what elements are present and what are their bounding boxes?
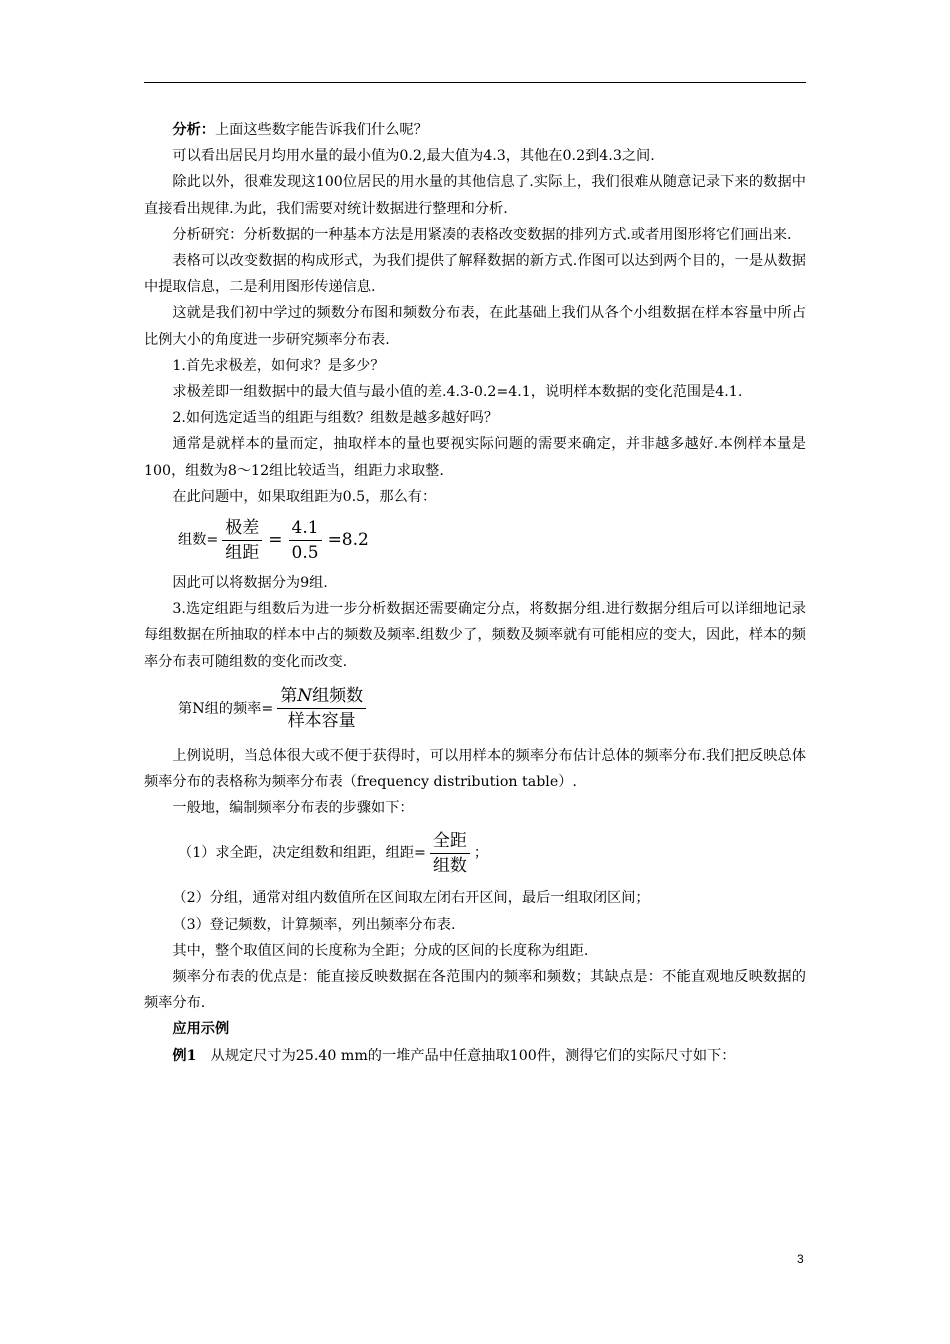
paragraph: 1.首先求极差，如何求？是多少？	[172, 357, 385, 374]
header-rule	[144, 82, 806, 83]
paragraph-text: 上面这些数字能告诉我们什么呢？	[214, 122, 428, 138]
numerator-part: 第	[280, 686, 298, 707]
fraction-denominator: 组数	[432, 855, 467, 876]
fraction-denominator: 组距	[225, 542, 260, 563]
variable-n: N	[297, 686, 313, 707]
paragraph-text: 从规定尺寸为25.40 mm的一堆产品中任意抽取100件，测得它们的实际尺寸如下：	[196, 1047, 736, 1064]
paragraph: 其中，整个取值区间的长度称为全距；分成的区间的长度称为组距.	[172, 942, 589, 959]
formula-lhs: 组数=	[178, 531, 219, 548]
paragraph: 因此可以将数据分为9组.	[172, 575, 328, 592]
paragraph: 求极差即一组数据中的最大值与最小值的差.4.3-0.2=4.1，说明样本数据的变化范围是4.1.	[172, 384, 743, 401]
document-body	[144, 117, 806, 1069]
step-tail: ；	[473, 845, 489, 862]
paragraph: 2.如何选定适当的组距与组数？组数是越多越好吗？	[172, 410, 499, 427]
paragraph: 这就是我们初中学过的频数分布图和频数分布表，在此基础上我们从各个小组数据在样本容量中所占比例大小的角度进一步研究频率分布表.	[144, 305, 806, 348]
fraction-denominator: 样本容量	[287, 711, 356, 732]
formula-result: =8.2	[327, 529, 369, 550]
step-text: （1）求全距，决定组数和组距，组距=	[178, 845, 426, 862]
fraction-frequency	[277, 684, 366, 733]
fraction-numerator: 4.1	[289, 516, 322, 541]
paragraph	[144, 117, 806, 143]
paragraph: 通常是就样本的量而定，抽取样本的量也要视实际问题的需要来确定，并非越多越好.本例样本量是100，组数为8～12组比较适当，组距力求取整.	[144, 436, 806, 479]
paragraph: （2）分组，通常对组内数值所在区间取左闭右开区间，最后一组取闭区间；	[172, 890, 650, 907]
fraction-numerator	[277, 684, 366, 709]
paragraph: 3.选定组距与组数后为进一步分析数据还需要确定分点，将数据分组.进行数据分组后可以详细地记录每组数据在所抽取的样本中占的频数及频率.组数少了，频数及频率就有可能相应的变大，因此，样本的频率分布表可随组数的变化而改变.	[144, 601, 806, 670]
example-label: 例1	[172, 1047, 197, 1064]
paragraph: 分析研究：分析数据的一种基本方法是用紧凑的表格改变数据的排列方式.或者用图形将它们画出来.	[172, 226, 792, 243]
paragraph: （3）登记频数，计算频率，列出频率分布表.	[172, 916, 456, 933]
paragraph: 频率分布表的优点是：能直接反映数据在各范围内的频率和频数；其缺点是：不能直观地反映数据的频率分布.	[144, 969, 806, 1012]
paragraph: 除此以外，很难发现这100位居民的用水量的其他信息了.实际上，我们很难从随意记录下来的数据中直接看出规律.为此，我们需要对统计数据进行整理和分析.	[144, 174, 806, 217]
fraction-range-over-width	[222, 516, 262, 565]
fraction-numerator: 极差	[222, 516, 262, 541]
fraction-range-over-groups	[430, 829, 470, 878]
paragraph	[144, 1043, 806, 1069]
section-heading: 应用示例	[172, 1021, 230, 1038]
formula-lhs: 第N组的频率=	[178, 700, 274, 717]
formula-step-1	[144, 827, 806, 879]
section-label: 分析：	[172, 122, 215, 138]
numerator-part: 组频数	[312, 686, 364, 707]
paragraph: 上例说明，当总体很大或不便于获得时，可以用样本的频率分布估计总体的频率分布.我们把反映总体频率分布的表格称为频率分布表（frequency distribution table）.	[144, 747, 806, 791]
fraction-numerator: 全距	[430, 829, 470, 854]
paragraph: 可以看出居民月均用水量的最小值为0.2,最大值为4.3，其他在0.2到4.3之间.	[172, 148, 655, 165]
paragraph: 一般地，编制频率分布表的步骤如下：	[172, 800, 414, 817]
paragraph: 表格可以改变数据的构成形式，为我们提供了解释数据的新方式.作图可以达到两个目的，一是从数据中提取信息，二是利用图形传递信息.	[144, 253, 806, 296]
paragraph: 在此问题中，如果取组距为0.5，那么有：	[172, 488, 437, 505]
fraction-denominator: 0.5	[291, 542, 319, 563]
equals-sign: =	[268, 529, 283, 550]
formula-group-count	[144, 514, 806, 566]
fraction-values	[289, 516, 322, 565]
page-number: 3	[797, 1252, 804, 1266]
formula-group-frequency	[144, 683, 806, 735]
